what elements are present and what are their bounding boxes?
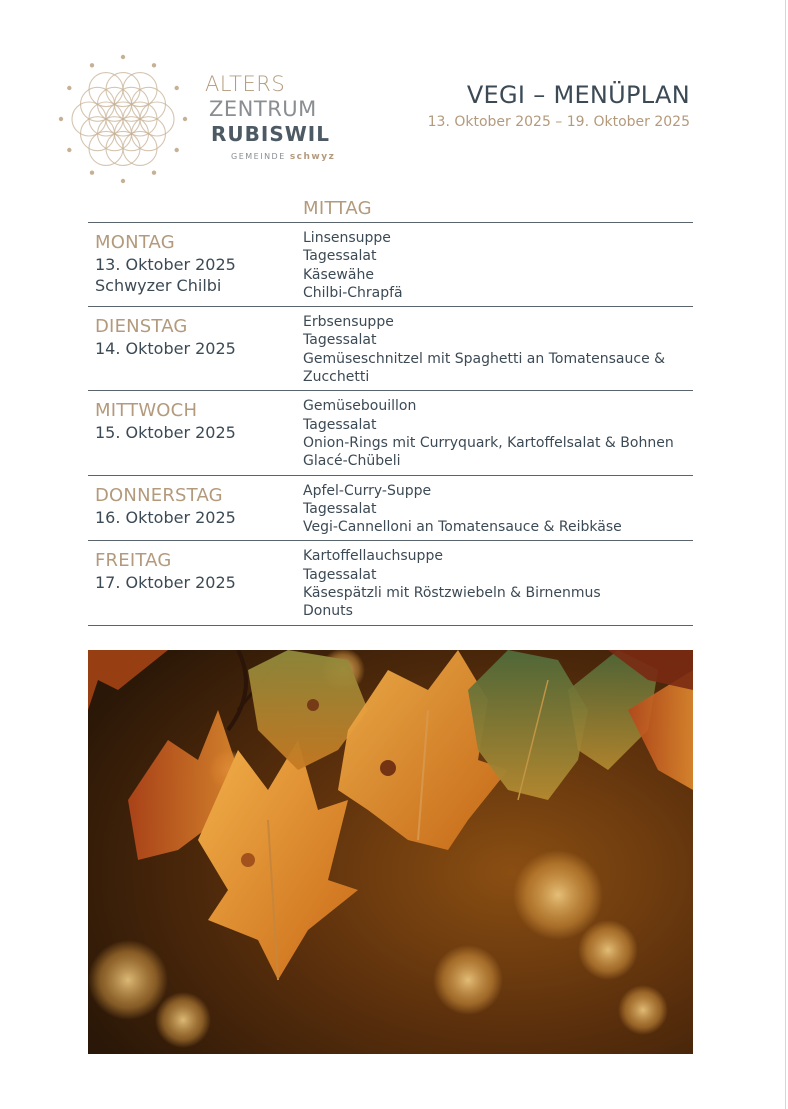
day-name: MITTWOCH: [95, 400, 198, 422]
menu-day-row: [88, 391, 693, 475]
column-header-mittag: MITTAG: [303, 198, 372, 219]
day-name: DONNERSTAG: [95, 484, 223, 506]
day-date: 16. Oktober 2025: [95, 507, 236, 527]
meal-item: Vegi-Cannelloni an Tomatensauce & Reibkäse: [303, 519, 622, 536]
day-name: FREITAG: [95, 550, 172, 572]
logo-wordmark: [205, 72, 336, 162]
logo-gemeinde-label: GEMEINDE: [231, 152, 286, 161]
meal-item: Gemüseschnitzel mit Spaghetti an Tomatensauce &: [303, 350, 666, 367]
meal-item: Glacé-Chübeli: [303, 453, 401, 470]
menu-day-row: [88, 541, 693, 625]
meal-item: Erbsensuppe: [303, 314, 394, 331]
meal-item: Tagessalat: [303, 248, 377, 265]
meal-item: Käsespätzli mit Röstzwiebeln & Birnenmus: [303, 585, 601, 602]
day-date: 13. Oktober 2025: [95, 255, 236, 274]
meal-item: Käsewähe: [303, 266, 374, 283]
meal-cell: [303, 229, 693, 302]
meal-item: Zucchetti: [303, 369, 370, 386]
day-cell: [88, 482, 303, 537]
day-cell: [88, 397, 303, 470]
day-cell: [88, 313, 303, 386]
menu-table: [88, 222, 693, 626]
meal-cell: [303, 313, 693, 386]
meal-item: Onion-Rings mit Curryquark, Kartoffelsalat & Bohnen: [303, 434, 674, 451]
meal-item: Donuts: [303, 603, 353, 620]
meal-item: Gemüsebouillon: [303, 398, 417, 415]
meal-item: Chilbi-Chrapfä: [303, 284, 403, 301]
logo-line-rubiswil: RUBISWIL: [211, 122, 330, 146]
day-cell: [88, 547, 303, 620]
menu-day-row: [88, 223, 693, 307]
meal-item: Linsensuppe: [303, 230, 391, 246]
day-cell: [88, 229, 303, 302]
page-edge-rule: [785, 0, 786, 1109]
flower-of-life-icon: [57, 53, 189, 185]
meal-cell: [303, 547, 693, 620]
menu-day-row: [88, 476, 693, 542]
page-title: VEGI – MENÜPLAN: [466, 81, 690, 109]
logo-line-zentrum: ZENTRUM: [209, 97, 317, 121]
meal-item: Tagessalat: [303, 500, 377, 517]
logo-gemeinde: [231, 152, 335, 162]
meal-cell: [303, 397, 693, 470]
meal-item: Tagessalat: [303, 416, 377, 433]
day-date: 14. Oktober 2025: [95, 339, 236, 359]
meal-item: Apfel-Curry-Suppe: [303, 482, 432, 499]
document-header: [428, 80, 690, 133]
day-note: Schwyzer Chilbi: [95, 276, 222, 295]
meal-item: Tagessalat: [303, 566, 377, 583]
meal-item: Tagessalat: [303, 332, 377, 349]
day-date: 15. Oktober 2025: [95, 423, 236, 443]
day-date: 17. Oktober 2025: [95, 573, 236, 593]
meal-cell: [303, 482, 693, 537]
day-name: DIENSTAG: [95, 316, 188, 338]
day-name: MONTAG: [95, 232, 175, 253]
autumn-leaves-photo: [88, 650, 693, 1054]
date-range: 13. Oktober 2025 – 19. Oktober 2025: [427, 114, 690, 130]
meal-item: Kartoffellauchsuppe: [303, 548, 443, 565]
menu-day-row: [88, 307, 693, 391]
logo-gemeinde-name: schwyz: [289, 152, 336, 162]
logo-line-alters: ALTERS: [205, 72, 286, 96]
